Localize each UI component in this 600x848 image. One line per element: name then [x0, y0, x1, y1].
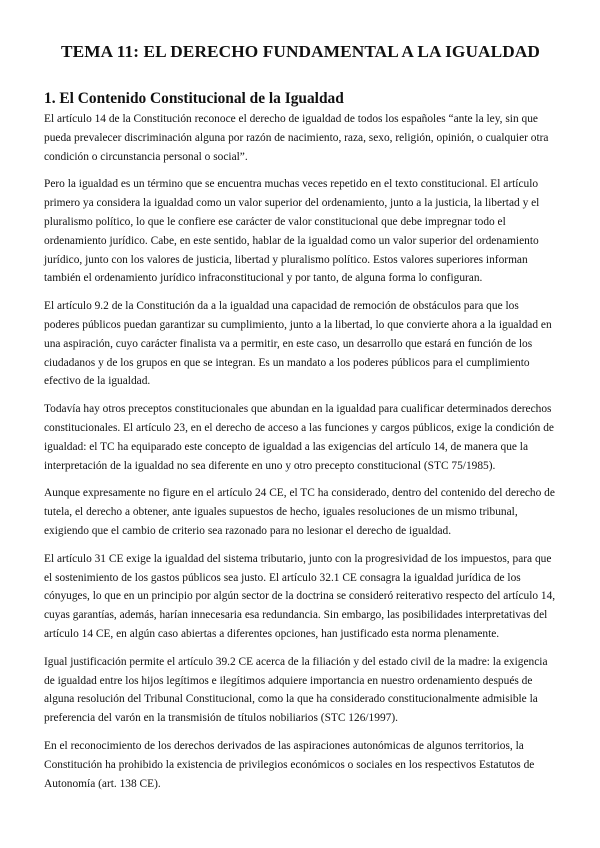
section-heading: 1. El Contenido Constitucional de la Igualdad: [44, 90, 344, 107]
paragraph-2: Pero la igualdad es un término que se encuentra muchas veces repetido en el texto constitucional. El artículo primero ya considera la igualdad como un valor superior del ordenamiento, junto a la justicia, la libertad y el pluralismo político, lo que le confiere ese carácter de valor constitucional que debe impregnar todo el ordenamiento jurídico. Cabe, en este sentido, hablar de la igualdad como un valor superior del ordenamiento jurídico, junto con los valores de justicia, libertad y pluralismo político. Estos valores superiores informan también el ordenamiento jurídico infraconstitucional y por tanto, de alguna forma lo configuran.: [44, 178, 540, 285]
document-title: TEMA 11: EL DERECHO FUNDAMENTAL A LA IGUALDAD: [61, 42, 540, 61]
paragraph-8: En el reconocimiento de los derechos derivados de las aspiraciones autonómicas de algunos territorios, la Constitución ha prohibido la existencia de privilegios económicos o sociales en los respectivos Estatutos de Autonomía (art. 138 CE).: [44, 739, 535, 790]
paragraph-5: Aunque expresamente no figure en el artículo 24 CE, el TC ha considerado, dentro del contenido del derecho de tutela, el derecho a obtener, ante iguales supuestos de hecho, iguales resoluciones de un mismo tribunal, exigiendo que el cambio de criterio sea razonado para no lesionar el derecho de igualdad.: [44, 487, 555, 537]
paragraph-4: Todavía hay otros preceptos constitucionales que abundan en la igualdad para cualificar determinados derechos constitucionales. El artículo 23, en el derecho de acceso a las funciones y cargos públicos, exige la condición de igualdad: el TC ha equiparado este concepto de igualdad a las exigencias del artículo 14, de manera que la interpretación de la igualdad no sea diferente en uno y otro precepto constitucional (STC 75/1985).: [44, 403, 554, 472]
paragraph-1: El artículo 14 de la Constitución reconoce el derecho de igualdad de todos los españoles “ante la ley, sin que pueda prevalecer discriminación alguna por razón de nacimiento, raza, sexo, religión, opinión, o cualquier otra condición o circunstancia personal o social”.: [44, 113, 549, 163]
paragraph-3: El artículo 9.2 de la Constitución da a la igualdad una capacidad de remoción de obstáculos para que los poderes públicos puedan garantizar su cumplimiento, junto a la libertad, lo que convierte ahora a la igualdad en una aspiración, cuyo carácter finalista va a permitir, en este caso, un desarrollo que estará en función de los ciudadanos y de los grupos en que se integran. Es un mandato a los poderes públicos para el cumplimiento efectivo de la igualdad.: [44, 300, 552, 388]
document-body: [44, 110, 557, 802]
paragraph-6: El artículo 31 CE exige la igualdad del sistema tributario, junto con la progresividad de los impuestos, para que el sostenimiento de los gastos públicos sea justo. El artículo 32.1 CE consagra la igualdad jurídica de los cónyuges, lo que en un principio por algún sector de la doctrina se consideró reiterativo respecto del artículo 14, cuyas garantías, además, harían innecesaria esa redundancia. Sin embargo, las posibilidades interpretativas del artículo 14 CE, en algún caso abiertas a diferentes opciones, han justificado esta norma plenamente.: [44, 552, 556, 640]
paragraph-7: Igual justificación permite el artículo 39.2 CE acerca de la filiación y del estado civil de la madre: la exigencia de igualdad entre los hijos legítimos e ilegítimos adquiere importancia en nuestro ordenamiento después de alguna resolución del Tribunal Constitucional, como la que ha considerado constitucionalmente admisible la preferencia del varón en la transmisión de títulos nobiliarios (STC 126/1997).: [44, 655, 548, 725]
